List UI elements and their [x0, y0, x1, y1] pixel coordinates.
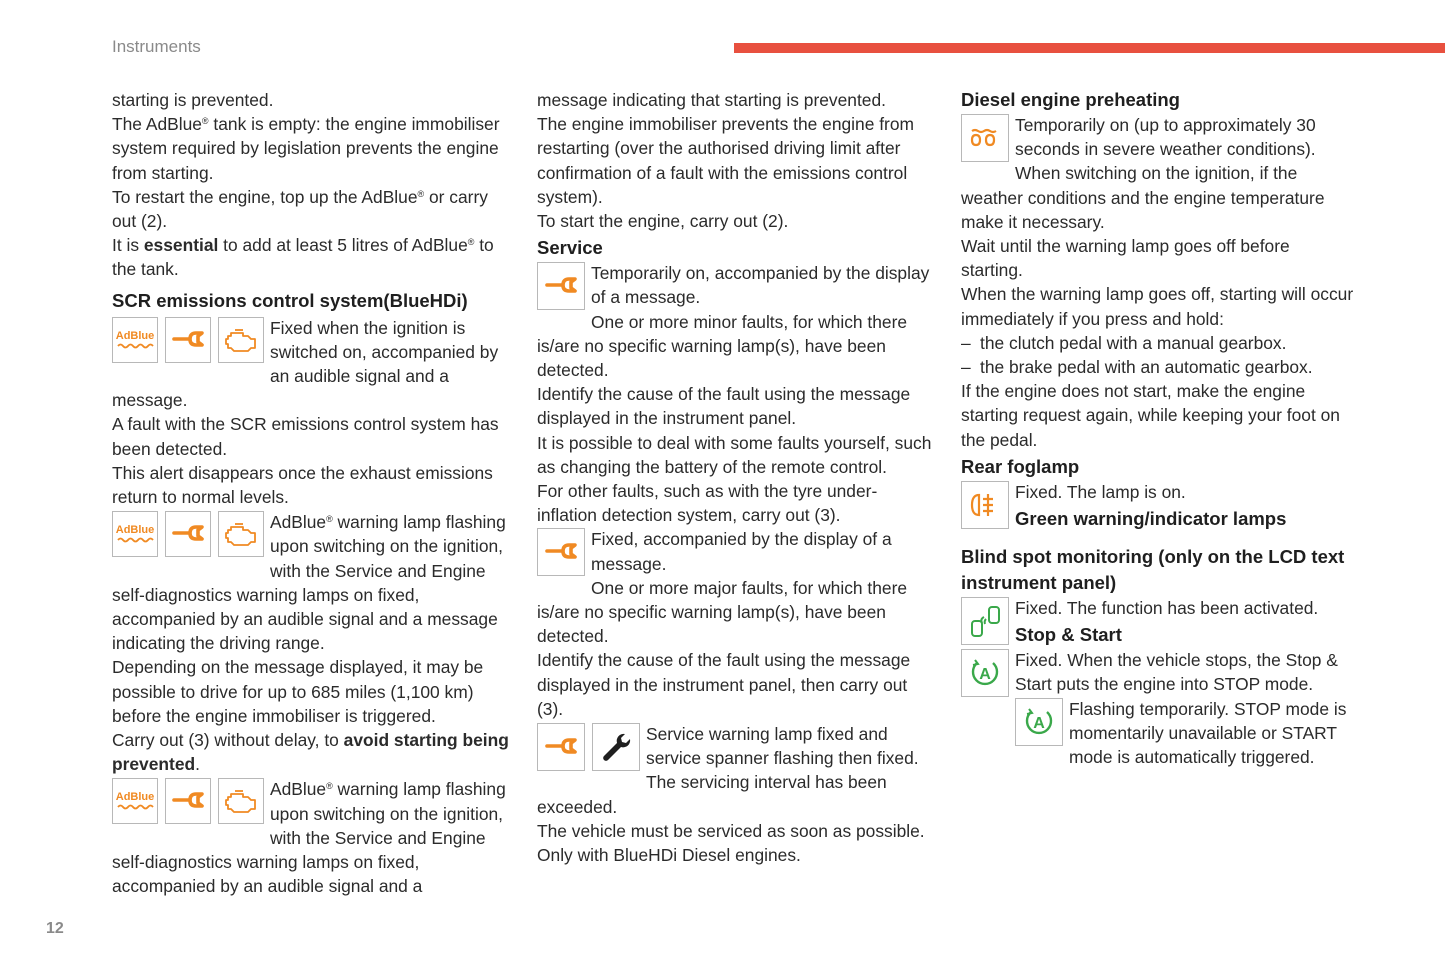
service-temporary-block [537, 261, 937, 309]
list-item: – the clutch pedal with a manual gearbox. [961, 332, 1287, 353]
list-item: – the brake pedal with an automatic gearbox. [961, 357, 1313, 378]
paragraph: Flashing temporarily. STOP mode is momentarily unavailable or START mode is automatically triggered. [1069, 698, 1347, 768]
paragraph: When the warning lamp goes off, starting will occur immediately if you press and hold: [961, 284, 1354, 329]
paragraph: This alert disappears once the exhaust emissions return to normal levels. [112, 462, 493, 508]
paragraph: When switching on the ignition, if the weather conditions and the engine temperature make it necessary. [961, 163, 1325, 232]
paragraph: Wait until the warning lamp goes off before starting. [961, 236, 1290, 281]
paragraph: Fixed. The function has been activated. [1015, 598, 1319, 619]
section-heading: Green warning/indicator lamps [1015, 508, 1287, 530]
service-spanner-icon [537, 723, 585, 771]
paragraph: Temporarily on (up to approximately 30 seconds in severe weather conditions). [1015, 115, 1316, 160]
service-spanner-icon [165, 778, 211, 824]
section-heading: Blind spot monitoring (only on the LCD text instrument panel) [961, 546, 1345, 594]
foglamp-block [961, 480, 1356, 504]
paragraph: message indicating that starting is prevented. [537, 90, 886, 110]
svg-text:A: A [979, 666, 991, 684]
svg-text:AdBlue: AdBlue [115, 791, 155, 804]
paragraph: It is possible to deal with some faults yourself, such as changing the battery of the remote control. [537, 432, 932, 477]
svg-text:AdBlue: AdBlue [115, 524, 155, 537]
stop-start-icon [1015, 698, 1063, 746]
paragraph: Carry out (3) without delay, to avoid starting being prevented. [112, 730, 509, 775]
stop-start-icon [961, 649, 1009, 697]
engine-icon [218, 317, 264, 363]
paragraph: Identify the cause of the fault using the message displayed in the instrument panel, then carry out (3). [537, 650, 911, 719]
column-middle [537, 88, 937, 867]
paragraph: starting is prevented. [112, 90, 274, 110]
paragraph: One or more minor faults, for which there is/are no specific warning lamp(s), have been detected. [537, 311, 908, 381]
column-left [112, 88, 512, 899]
header-accent-bar [734, 43, 1445, 53]
paragraph: To restart the engine, top up the AdBlue® or carry out (2). [112, 186, 488, 232]
section-heading: Diesel engine preheating [961, 89, 1180, 110]
paragraph: The servicing interval has been exceeded. [537, 772, 887, 817]
preheat-block [961, 113, 1356, 161]
paragraph: One or more major faults, for which there is/are no specific warning lamp(s), have been detected. [537, 577, 908, 647]
paragraph: Fixed, accompanied by the display of a message. [591, 529, 892, 574]
service-fixed-block [537, 527, 937, 575]
paragraph: The vehicle must be serviced as soon as possible. [537, 820, 925, 841]
scr-warning-block [112, 316, 512, 413]
section-heading: SCR emissions control system(BlueHDi) [112, 289, 468, 311]
paragraph: Fixed. The lamp is on. [1015, 481, 1186, 502]
adblue-icon [112, 778, 158, 824]
service-spanner-icon [165, 317, 211, 363]
paragraph: A fault with the SCR emissions control system has been detected. [112, 414, 499, 459]
engine-icon [218, 778, 264, 824]
paragraph: The AdBlue® tank is empty: the engine immobiliser system required by legislation prevents the engine from starting. [112, 114, 500, 183]
paragraph: It is essential to add at least 5 litres of AdBlue® to the tank. [112, 235, 494, 280]
svg-text:AdBlue: AdBlue [115, 329, 155, 342]
paragraph: AdBlue® warning lamp flashing upon switching on the ignition, with the Service and Engine self-diagnostics warning lamps on fixed, accompanied by an audible signal and a message indicating the driving range. [112, 512, 506, 654]
section-header: Instruments [112, 37, 201, 56]
stopstart-flashing-block [961, 697, 1356, 770]
section-heading: Stop & Start [1015, 624, 1122, 646]
service-spanner-icon [165, 511, 211, 557]
paragraph: For other faults, such as with the tyre under-inflation detection system, carry out (3). [537, 481, 878, 526]
blind-spot-block [961, 596, 1356, 620]
blind-spot-icon [961, 597, 1009, 645]
wrench-icon [592, 723, 640, 771]
paragraph: If the engine does not start, make the engine starting request again, while keeping your foot on the pedal. [961, 381, 1340, 450]
column-right [961, 88, 1356, 769]
service-interval-block [537, 722, 937, 770]
paragraph: Fixed when the ignition is switched on, accompanied by an audible signal and a message. [112, 317, 499, 411]
paragraph: Only with BlueHDi Diesel engines. [537, 845, 801, 866]
service-spanner-icon [537, 528, 585, 576]
paragraph: Fixed. When the vehicle stops, the Stop & Start puts the engine into STOP mode. [1015, 650, 1338, 695]
adblue-icon [112, 511, 158, 557]
paragraph: Identify the cause of the fault using the message displayed in the instrument panel. [537, 384, 911, 429]
paragraph: The engine immobiliser prevents the engine from restarting (over the authorised driving limit after confirmation of a fault with the emissions control system). [537, 114, 914, 207]
paragraph: Temporarily on, accompanied by the display of a message. [591, 263, 930, 308]
section-heading: Service [537, 237, 603, 259]
svg-text:A: A [1033, 714, 1045, 732]
paragraph: To start the engine, carry out (2). [537, 211, 789, 232]
glow-plug-icon [961, 114, 1009, 162]
rear-foglamp-icon [961, 481, 1009, 529]
section-heading: Rear foglamp [961, 455, 1080, 477]
service-spanner-icon [537, 262, 585, 310]
paragraph: AdBlue® warning lamp flashing upon switching on the ignition, with the Service and Engine self-diagnostics warning lamps on fixed, accompanied by an audible signal and a [112, 779, 506, 897]
paragraph: Service warning lamp fixed and service spanner flashing then fixed. [646, 724, 919, 769]
engine-icon [218, 511, 264, 557]
adblue-icon [112, 317, 158, 363]
page-number: 12 [46, 920, 64, 937]
stopstart-fixed-block [961, 648, 1356, 696]
paragraph: Depending on the message displayed, it may be possible to drive for up to 685 miles (1,100 km) before the engine immobiliser is triggered. [112, 657, 484, 726]
adblue-flashing-block [112, 510, 512, 655]
adblue-flashing-block [112, 777, 512, 898]
